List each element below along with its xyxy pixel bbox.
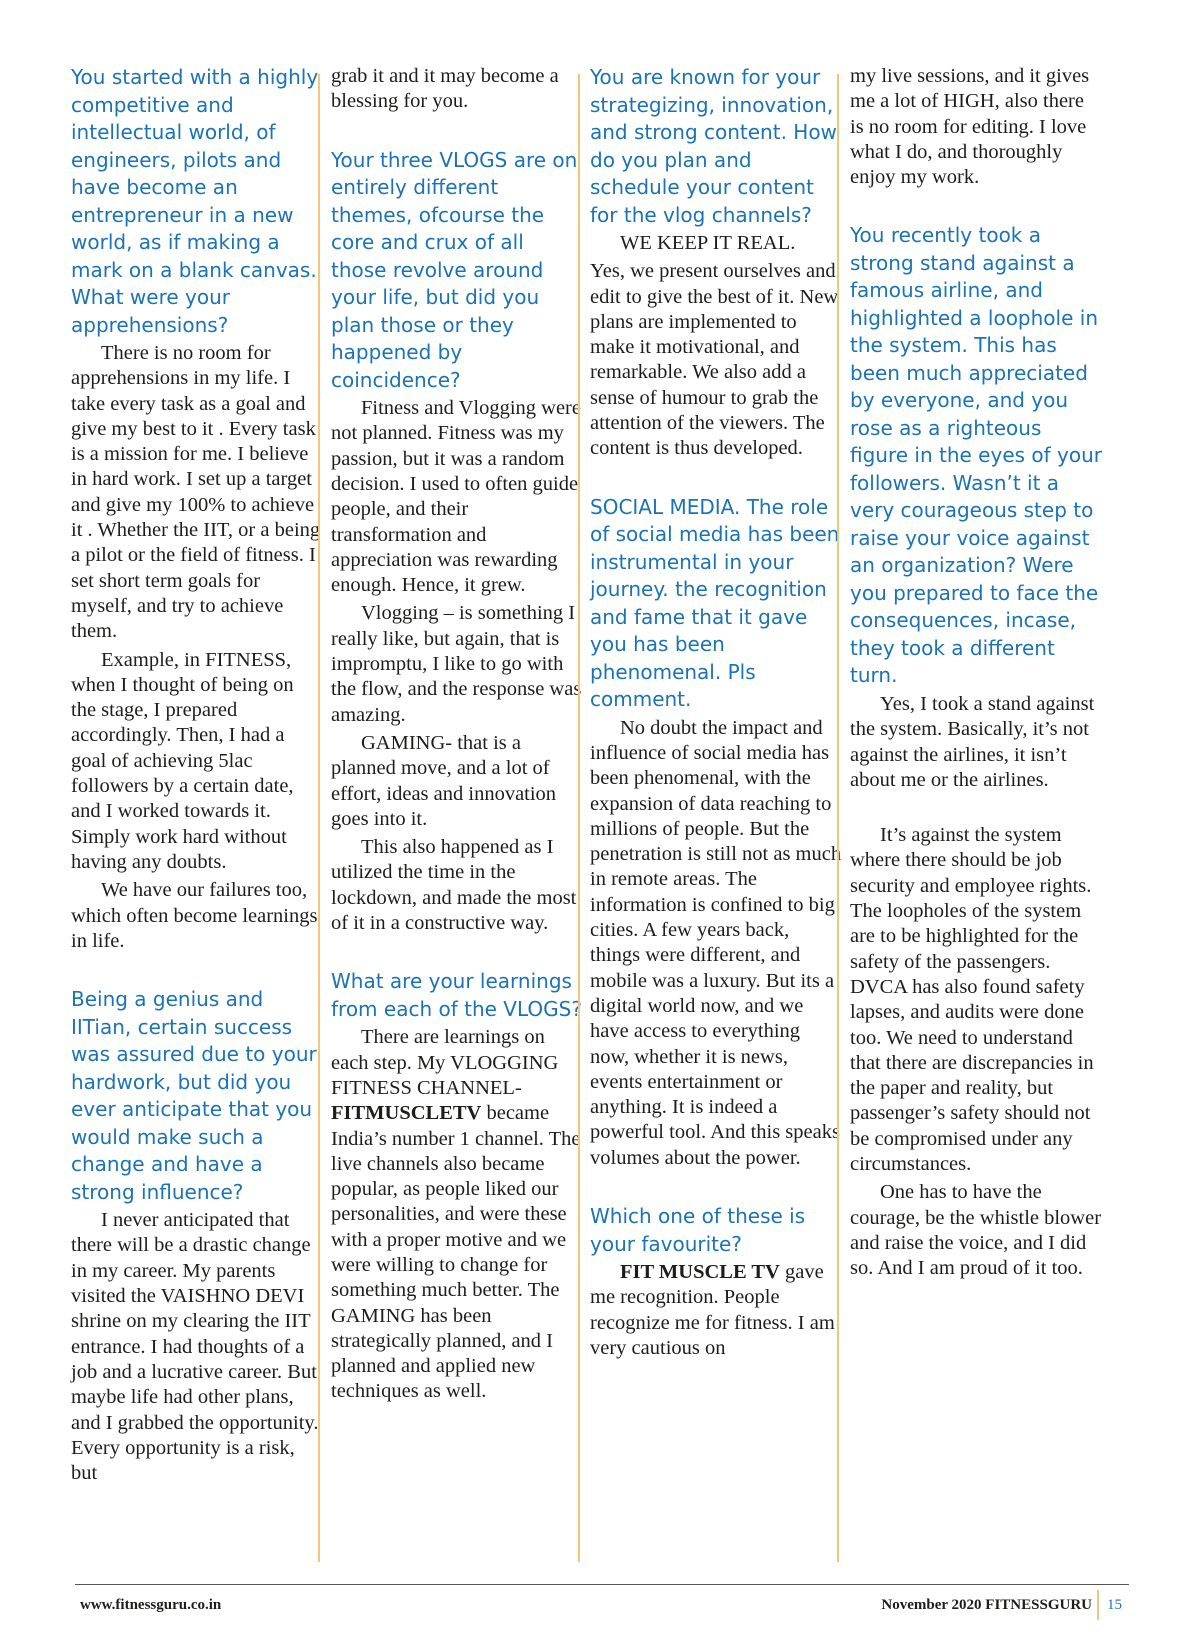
answer-paragraph bbox=[850, 1180, 1102, 1281]
column-divider bbox=[578, 74, 580, 1562]
text-column-1 bbox=[71, 64, 323, 1486]
answer-text: There are learnings on each step. My VLOGGING FITNESS CHANNEL- bbox=[331, 1026, 559, 1099]
interview-question: Being a genius and IITian, certain success was assured due to your hardwork, but did you ever anticipate that you would make such a change and have a strong influence? bbox=[71, 987, 317, 1204]
answer-paragraph bbox=[331, 601, 583, 727]
answer-paragraph bbox=[850, 692, 1102, 793]
answer-text: became India’s number 1 channel. The live channels also became popular, as people liked our personalities, and were these with a proper motive and we were willing to change for something much better. The GAMING has been strategically planned, and I planned and applied new techniques as well. bbox=[331, 1102, 581, 1403]
answer-paragraph bbox=[331, 1025, 583, 1404]
answer-text: my live sessions, and it gives me a lot of HIGH, also there is no room for editing. I love what I do, and thoroughly enjoy my work. bbox=[850, 65, 1090, 189]
answer-text: Example, in FITNESS, when I thought of being on the stage, I prepared accordingly. Then, I had a goal of achieving 5lac followers by a certain date, and I worked towards it. Simply work hard without having any doubts. bbox=[71, 648, 294, 873]
interview-question: Which one of these is your favourite? bbox=[590, 1204, 806, 1256]
answer-paragraph bbox=[331, 64, 583, 115]
answer-paragraph bbox=[590, 259, 842, 461]
text-column-4 bbox=[850, 64, 1102, 1282]
answer-paragraph bbox=[71, 648, 323, 876]
interview-question: SOCIAL MEDIA. The role of social media has been instrumental in your journey. the recognition and fame that it gave you has been phenomenal. Pls comment. bbox=[590, 494, 840, 712]
answer-bold-text: FIT MUSCLE TV bbox=[620, 1261, 780, 1284]
answer-text: WE KEEP IT REAL. bbox=[620, 232, 796, 254]
column-divider bbox=[837, 74, 839, 1562]
answer-text: This also happened as I utilized the time in the lockdown, and made the most of it in a constructive way. bbox=[331, 836, 577, 935]
footer-separator bbox=[1097, 1590, 1099, 1620]
answer-text: No doubt the impact and influence of social media has been phenomenal, with the expansion of data reaching to millions of people. But the penetration is still not as much in remote areas. The information is confined to big cities. A few years back, things were different, and mobile was a luxury. But its a digital world now, and we have access to everything now, whether it is news, events entertainment or anything. It is indeed a powerful tool. And this speaks volumes about the power. bbox=[590, 716, 842, 1169]
column-divider bbox=[318, 74, 320, 1562]
answer-text: It’s against the system where there should be job security and employee rights. The loopholes of the system are to be highlighted for the safety of the passengers. DVCA has also found safety lapses, and audits were done too. We need to understand that there are discrepancies in the paper and reality, but passenger’s safety should not be compromised under any circumstances. bbox=[850, 824, 1094, 1176]
answer-paragraph bbox=[331, 835, 583, 936]
answer-text: gave me recognition. People recognize me for fitness. I am very cautious on bbox=[590, 1261, 835, 1359]
answer-paragraph bbox=[850, 823, 1102, 1177]
page-number: 15 bbox=[1107, 1597, 1122, 1613]
answer-text: GAMING- that is a planned move, and a lot of effort, ideas and innovation goes into it. bbox=[331, 731, 557, 830]
answer-paragraph bbox=[331, 731, 583, 832]
answer-paragraph bbox=[71, 1208, 323, 1486]
answer-paragraph bbox=[590, 1260, 842, 1361]
answer-paragraph bbox=[71, 878, 323, 954]
answer-text: Fitness and Vlogging were not planned. Fitness was my passion, but it was a random decision. I used to often guide people, and their transformation and appreciation was rewarding enough. Hence, it grew. bbox=[331, 397, 581, 597]
interview-question: What are your learnings from each of the VLOGS? bbox=[331, 969, 582, 1021]
answer-text: We have our failures too, which often become learnings in life. bbox=[71, 879, 318, 952]
answer-paragraph bbox=[590, 716, 842, 1171]
answer-paragraph bbox=[590, 231, 842, 256]
answer-text: I never anticipated that there will be a drastic change in my career. My parents visited the VAISHNO DEVI shrine on my clearing the IIT entrance. I had thoughts of a job and a lucrative career. But maybe life had other plans, and I grabbed the opportunity. Every opportunity is a risk, but bbox=[71, 1209, 319, 1485]
answer-text: grab it and it may become a blessing for you. bbox=[331, 65, 559, 113]
answer-text: Yes, we present ourselves and edit to give the best of it. New plans are implemented to make it motivational, and remarkable. We also add a sense of humour to grab the attention of the viewers. The content is thus developed. bbox=[590, 260, 839, 460]
footer-issue-label: November 2020 FITNESSGURU bbox=[881, 1597, 1092, 1613]
interview-question: Your three VLOGS are on entirely different themes, ofcourse the core and crux of all those revolve around your life, but did you plan those or they happened by coincidence? bbox=[331, 147, 578, 392]
interview-question: You are known for your strategizing, innovation, and strong content. How do you plan and schedule your content for the vlog channels? bbox=[590, 65, 837, 227]
answer-text: One has to have the courage, be the whistle blower and raise the voice, and I did so. And I am proud of it too. bbox=[850, 1181, 1102, 1280]
footer-url[interactable]: www.fitnessguru.co.in bbox=[80, 1597, 222, 1613]
answer-paragraph bbox=[331, 396, 583, 598]
footer-rule bbox=[75, 1584, 1129, 1585]
interview-question: You recently took a strong stand against a famous airline, and highlighted a loophole in the system. This has been much appreciated by everyone, and you rose as a righteous figure in the eyes of your followers. Wasn’t it a very courageous step to raise your voice against an organization? Were you prepared to face the consequences, incase, they took a different turn. bbox=[850, 223, 1103, 688]
answer-bold-text: FITMUSCLETV bbox=[331, 1102, 482, 1125]
answer-text: There is no room for apprehensions in my life. I take every task as a goal and give my best to it . Every task is a mission for me. I believe in hard work. I set up a target and give my 100% to achieve it . Whether the IIT, or a being a pilot or the field of fitness. I set short term goals for myself, and try to achieve them. bbox=[71, 342, 321, 643]
answer-text: Vlogging – is something I really like, but again, that is impromptu, I like to go with the flow, and the response was amazing. bbox=[331, 602, 582, 726]
interview-question: You started with a highly competitive and intellectual world, of engineers, pilots and have become an entrepreneur in a new world, as if making a mark on a blank canvas. What were your apprehensions? bbox=[71, 65, 319, 337]
answer-paragraph bbox=[71, 341, 323, 645]
text-column-2 bbox=[331, 64, 583, 1405]
answer-paragraph bbox=[850, 64, 1102, 190]
answer-text: Yes, I took a stand against the system. Basically, it’s not against the airlines, it isn’t about me or the airlines. bbox=[850, 692, 1095, 791]
text-column-3 bbox=[590, 64, 842, 1361]
